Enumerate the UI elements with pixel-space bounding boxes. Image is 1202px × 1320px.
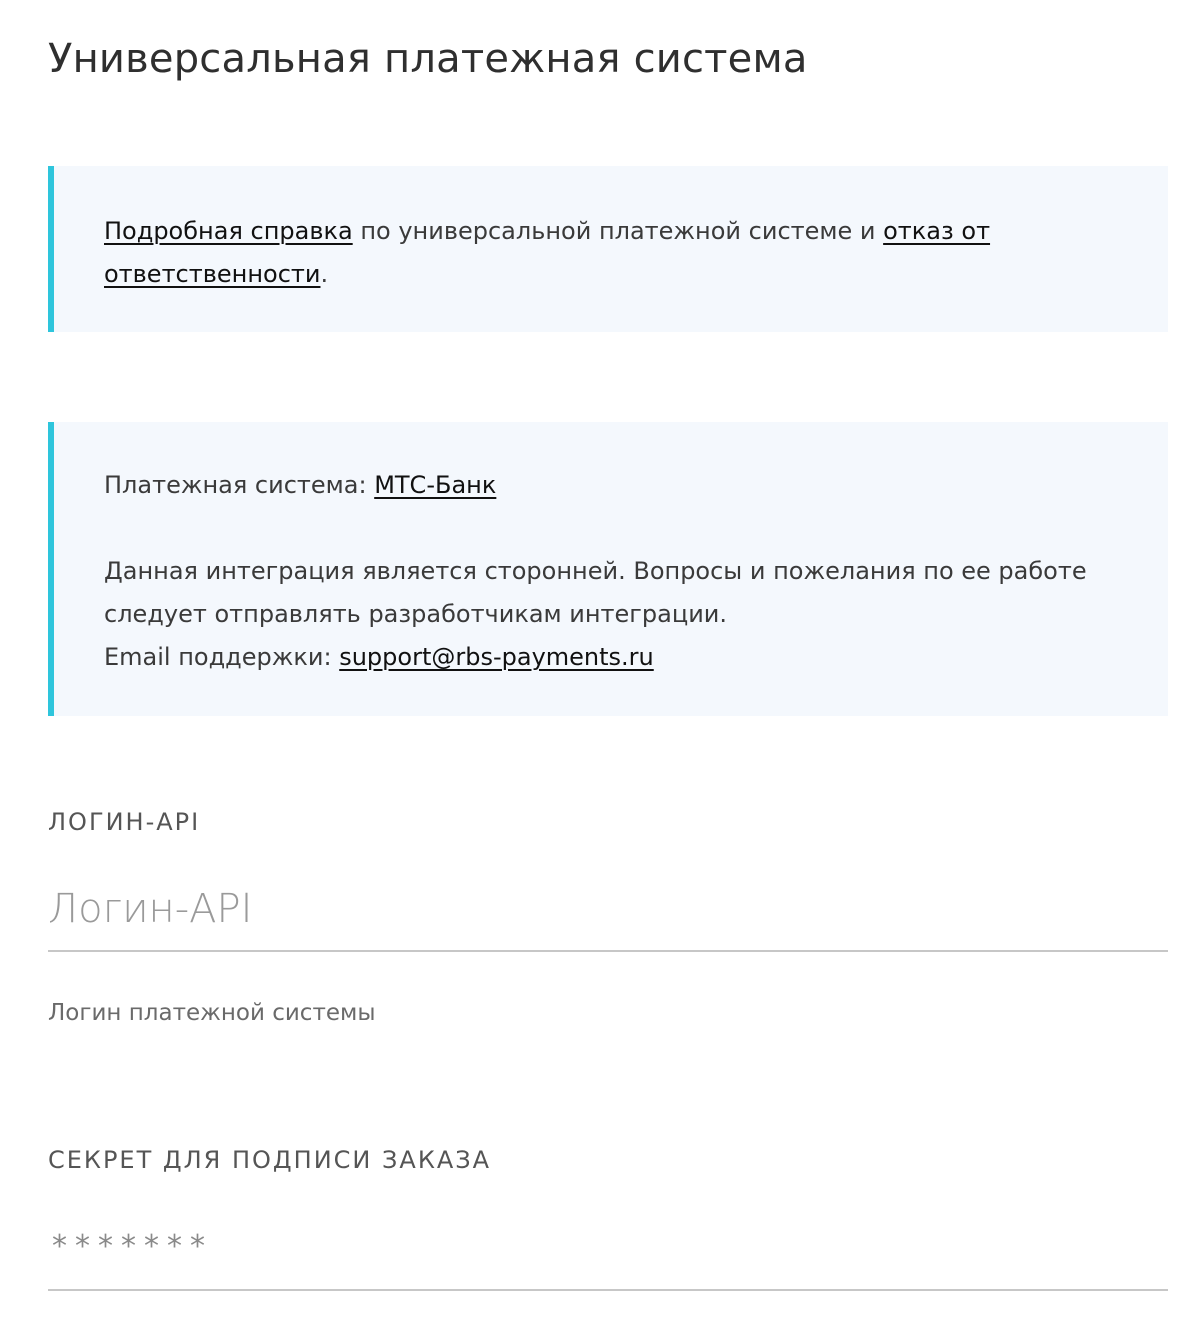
- order-secret-label: СЕКРЕТ ДЛЯ ПОДПИСИ ЗАКАЗА: [48, 1146, 492, 1174]
- order-secret-input[interactable]: [48, 1204, 1168, 1291]
- login-api-input[interactable]: [48, 868, 1168, 952]
- help-note-end: .: [320, 260, 329, 288]
- payment-system-link[interactable]: МТС-Банк: [374, 471, 497, 499]
- payment-system-line: [104, 464, 1128, 507]
- help-note: [48, 166, 1168, 332]
- support-email-link[interactable]: support@rbs-payments.ru: [339, 643, 654, 671]
- disclaimer-link[interactable]: отказ от ответственности: [104, 217, 991, 288]
- login-api-hint: Логин платежной системы: [48, 1000, 376, 1026]
- help-note-text: по универсальной платежной системе и: [352, 217, 884, 245]
- payment-system-label: Платежная система:: [104, 471, 375, 499]
- note-spacer: [104, 507, 1128, 550]
- page-title: Универсальная платежная система: [48, 36, 808, 82]
- support-label: Email поддержки:: [104, 643, 340, 671]
- support-line: [104, 636, 1128, 679]
- third-party-text: Данная интеграция является сторонней. Вопросы и пожелания по ее работе следует отправлять разработчикам интеграции.: [104, 557, 1087, 628]
- integration-note: [48, 422, 1168, 716]
- login-api-label: ЛОГИН-API: [48, 808, 201, 836]
- help-link[interactable]: Подробная справка: [104, 217, 353, 245]
